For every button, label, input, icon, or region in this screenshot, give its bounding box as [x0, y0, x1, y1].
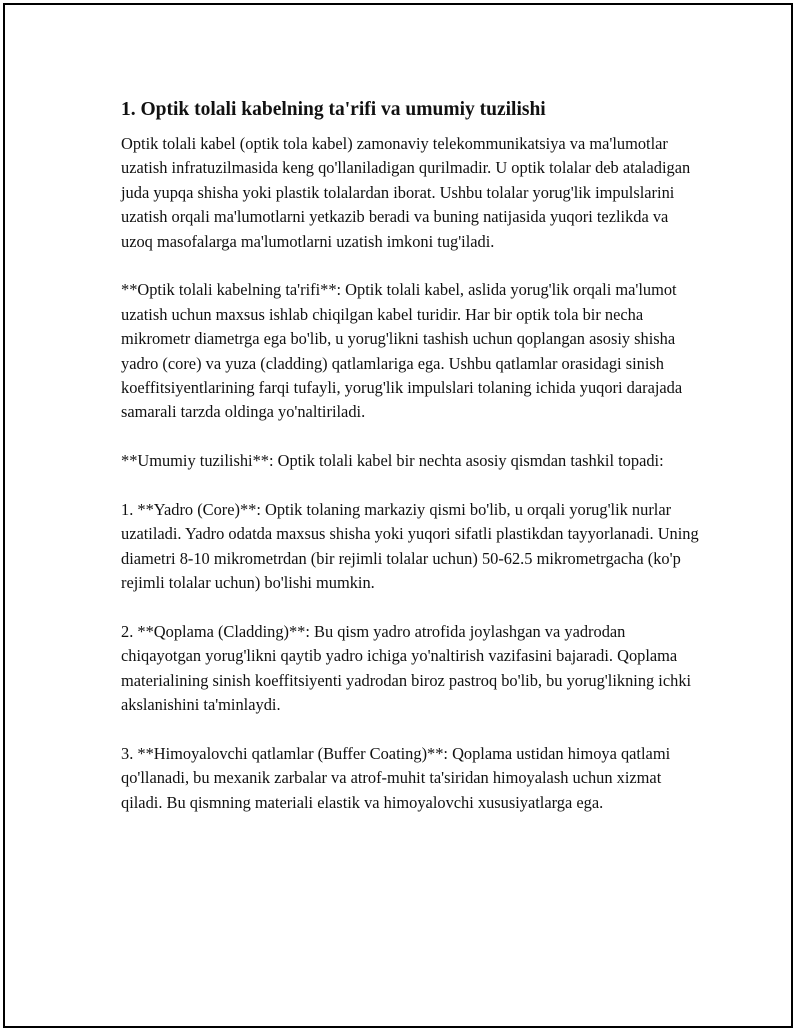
- paragraph-intro: Optik tolali kabel (optik tola kabel) zamonaviy telekommunikatsiya va ma'lumotlar uzatish infratuzilmasida keng qo'llaniladigan qurilmadir. U optik tolalar deb ataladigan juda yupqa shisha yoki plastik tolalardan iborat. Ushbu tolalar yorug'lik impulslarini uzatish orqali ma'lumotlarni yetkazib beradi va buning natijasida yuqori tezlikda va uzoq masofalarga ma'lumotlarni uzatish imkoni tug'iladi.: [121, 134, 691, 251]
- page-frame: [3, 3, 793, 1028]
- paragraph-buffer-coating: 3. **Himoyalovchi qatlamlar (Buffer Coating)**: Qoplama ustidan himoya qatlami qo'llanadi, bu mexanik zarbalar va atrof-muhit ta'siridan himoyalash uchun xizmat qiladi. Bu qismning materiali elastik va himoyalovchi xususiyatlarga ega.: [121, 744, 671, 812]
- paragraph-definition: **Optik tolali kabelning ta'rifi**: Optik tolali kabel, aslida yorug'lik orqali ma'lumot uzatish uchun maxsus ishlab chiqilgan kabel turidir. Har bir optik tola bir necha mikrometr diametrga ega bo'lib, u yorug'likni tashish uchun qoplangan asosiy shisha yadro (core) va yuza (cladding) qatlamlariga ega. Ushbu qatlamlar orasidagi sinish koeffitsiyentlarining farqi tufayli, yorug'lik impulslari tolaning ichida yuqori darajada samarali tarzda oldinga yo'naltiriladi.: [121, 280, 683, 422]
- paragraph-structure: **Umumiy tuzilishi**: Optik tolali kabel bir nechta asosiy qismdan tashkil topadi:: [121, 451, 664, 471]
- paragraph-core: 1. **Yadro (Core)**: Optik tolaning markaziy qismi bo'lib, u orqali yorug'lik nurlar uzatiladi. Yadro odatda maxsus shisha yoki yuqori sifatli plastikdan tayyorlanadi. Uning diametri 8-10 mikrometrdan (bir rejimli tolalar uchun) 50-62.5 mikrometrgacha (ko'p rejimli tolalar uchun) bo'lishi mumkin.: [121, 500, 699, 593]
- section-heading: 1. Optik tolali kabelning ta'rifi va umumiy tuzilishi: [121, 99, 546, 120]
- document-body: [121, 97, 701, 840]
- paragraph-cladding: 2. **Qoplama (Cladding)**: Bu qism yadro atrofida joylashgan va yadrodan chiqayotgan yorug'likni qaytib yadro ichiga yo'naltirish vazifasini bajaradi. Qoplama materialining sinish koeffitsiyenti yadrodan biroz pastroq bo'lib, bu yorug'likning ichki akslanishini ta'minlaydi.: [121, 622, 692, 715]
